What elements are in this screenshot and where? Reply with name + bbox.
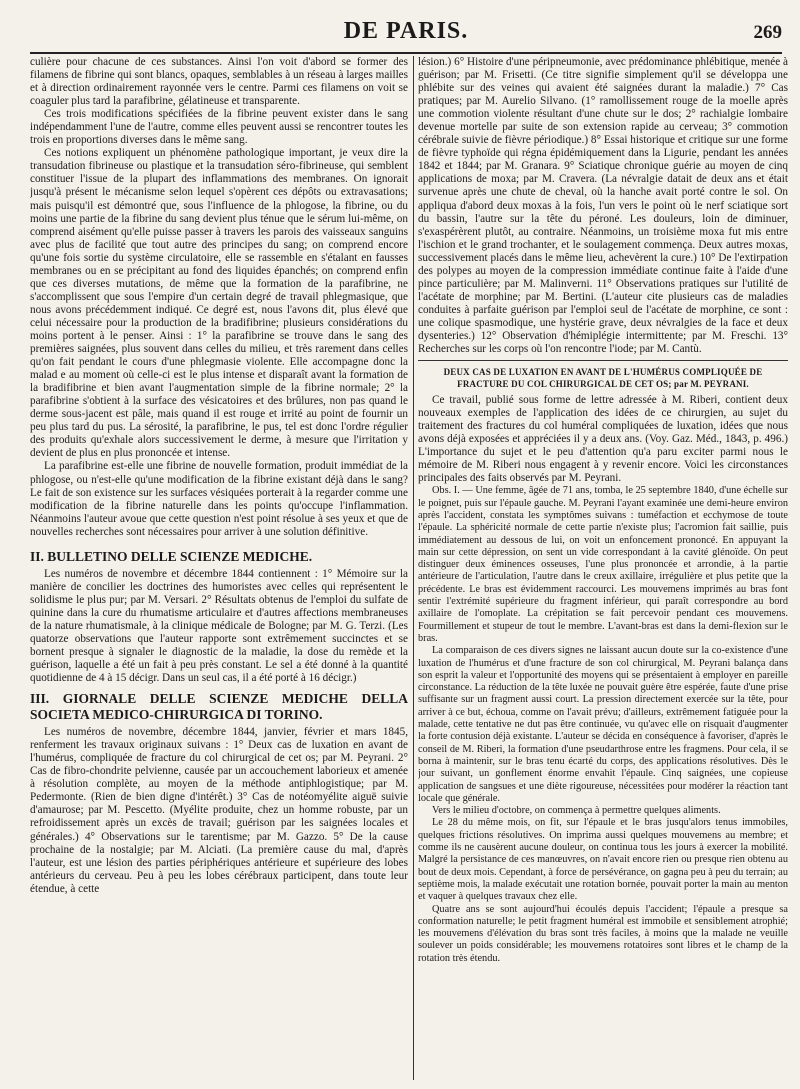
paragraph: Le 28 du même mois, on fit, sur l'épaule et le bras jusqu'alors tenus immobiles, quelques frictions résolutives. On imprima aussi quelques mouvemens au membre; et comme ils ne causèrent aucune douleur, on continua tous les jours à exercer la mobilité. Malgré la persistance de ces manœuvres, on n'avait encore rien ou presque rien obtenu au bout de deux mois. Cependant, à force de persévérance, on gagna peu à peu du terrain; au septième mois, la malade exécutait une rotation bornée, pouvait porter la main au menton et vaquer à quelques travaux chez elle. xyxy=(418,817,788,903)
section-heading: II. BULLETINO DELLE SCIENZE MEDICHE. xyxy=(30,548,313,564)
left-column xyxy=(30,56,408,1080)
paragraph: Vers le milieu d'octobre, on commença à permettre quelques aliments. xyxy=(432,805,721,817)
right-column xyxy=(418,56,788,1080)
paragraph: Quatre ans se sont aujourd'hui écoulés depuis l'accident; l'épaule a presque sa conformation naturelle; le petit fragment huméral est immobile et sensiblement atrophié; les mouvemens d'élévation du bras sont très faciles, à moins que la malade ne veuille soulever un poids considérable; les mouvemens rotatoires sont libres et le champ de la rotation très étendu. xyxy=(418,903,788,964)
paragraph: Obs. I. — Une femme, âgée de 71 ans, tomba, le 25 septembre 1840, d'une échelle sur le poignet, puis sur l'épaule gauche. M. Peyrani l'ayant examinée une demi-heure environ après l'accident, constata les symptômes suivans : tuméfaction et ecchymose de toute l'épaule. La sphéricité normale de cette partie n'existe plus; l'acromion fait saillie, puis immédiatement au dessous de lui, on voit un enfoncement prononcé. En appuyant la main sur cette dépression, on sent un vide correspondant à la cavité glénoïde. On peut distinguer deux éminences osseuses, l'une plus prononcée et arrondie, à la partie antérieure de l'articulation, l'autre dans le creux axillaire, irrégulière et plus petite que la précédente. Le bras est évidemment raccourci. Les mouvemens imprimés au bras font sentir l'extrémité supérieure du fragment inférieur, qui paraît correspondre au bord axillaire de l'omoplate. La crépitation se fait percevoir pendant ces mouvemens. Fourmillement et stupeur de tout le membre. L'avant-bras est dans la demi-flexion sur le bras. xyxy=(418,485,788,644)
header-rule xyxy=(30,52,782,54)
section-heading: III. GIORNALE DELLE SCIENZE MEDICHE DELLA SOCIETA MEDICO-CHIRURGICA DI TORINO. xyxy=(30,691,408,723)
paragraph: Ce travail, publié sous forme de lettre adressée à M. Riberi, contient deux nouveaux exemples de l'application des idées de ce chirurgien, au sujet du traitement des fractures du col huméral compliquées de luxation, idées que nous avons déjà exposées et appréciées il y a deux ans. (Voy. Gaz. Méd., 1843, p. 496.) L'importance du sujet et le peu d'attention qu'a paru exciter parmi nous le mémoire de M. Riberi nous engagent à y revenir encore. Voici les circonstances principales des faits observés par M. Peyrani. xyxy=(418,394,788,485)
section-rule xyxy=(418,360,788,361)
paragraph: culière pour chacune de ces substances. Ainsi l'on voit d'abord se former des filamens de fibrine qui sont blancs, opaques, semblables à un réseau à larges mailles et à direction ordinairement rayonnée vers le centre. Parmi ces filamens on voit se coaguler plus tard la parafibrine, gélatineuse et transparente. xyxy=(30,56,408,108)
paragraph: Ces notions expliquent un phénomène pathologique important, je veux dire la transudation fibrineuse ou plastique et la transudation séro-fibrineuse, qui semblent constituer l'issue de la plupart des inflammations des membranes. On ignorait jusqu'à présent le mécanisme selon lequel s'opèrent ces dépôts ou extravasations; mais puisqu'il est démontré que, sous l'influence de la phlogose, la fibrine, ou du moins une partie de la fibrine du sang devient plus ténue que le sérum lui-même, on comprend aisément qu'elle puisse passer à travers les parois des vaisseaux sanguins avec plus de facilité que tout autre des principes du sang; on comprend encore qu'une fois sortie du système circulatoire, elle se rassemble en s'étalant en fausses membranes ou en se précipitant au fond des liquides épanchés; on comprend enfin que ces diverses mutations, de même que la formation de la parafibrine, ne s'accomplissent que sous l'empire d'un certain degré de travail phlegmasique, que nous avons précédemment indiqué. Ce degré est, nous l'avons dit, plus élevé que celui nécessaire pour la production de la bradifibrine; plusieurs considérations du moins portent à le penser. Ainsi : 1° la parafibrine se trouve dans le sang des premières saignées, plus souvent dans celles du milieu, et très rarement dans celles qu'on fait pendant le cours d'une phlegmasie violente. Elle accompagne donc la malad e au moment où celle-ci est le plus intense et disparaît avant la formation de la bradifibrine et bien avant l'augmentation simple de la fibrine normale; 2° la parafibrine s'obtient à la surface des vésicatoires et des brûlures, non pas quand le derme sous-jacent est pâle, mais quand il est rouge et irrité au point de fournir un peu plus tard du pus. La sérosité, la parafibrine, le pus, tel est donc l'ordre régulier des produits qu'exhale alors successivement le derme, à mesure que l'irritation y devient de plus en plus prononcée et intense. xyxy=(30,147,408,460)
paragraph: La comparaison de ces divers signes ne laissant aucun doute sur la co-existence d'une luxation de l'humérus et d'une fracture de son col chirurgical, M. Peyrani balança dans son esprit la valeur et l'opportunité des moyens qui se présentaient à employer en pareille circonstance. La réduction de la tête luxée ne pouvait guère être espérée, faute d'une prise suffisante sur un fragment aussi court. La pression directement exercée sur la tête, pour arriver à ce but, échoua, comme on l'avait prévu; d'ailleurs, extrêmement fatiguée pour la malade, cette tentative ne dut pas être continuée, vu qu'avec elle on risquait d'augmenter la forte contusion déjà existante. L'auteur se décida en conséquence à favoriser, d'après le conseil de M. Riberi, la formation d'une pseudarthrose entre les fragmens. Pour cela, il se borna à maintenir, sur le bras tenu écarté du corps, des applications résolutives. Dès le jour suivant, un gonflement énorme envahit l'épaule. Cinq saignées, une copieuse application de sangsues et une diète rigoureuse, nécessitées pour modérer la réaction tant locale que générale. xyxy=(418,645,788,804)
paragraph: Les numéros de novembre, décembre 1844, janvier, février et mars 1845, renferment les travaux originaux suivans : 1° Deux cas de luxation en avant de l'humérus, compliquée de fracture du col chirurgical de cet os; par M. Peyrani. 2° Cas de fibro-chondrite pelvienne, causée par un accouchement laborieux et amenée à résolution complète, au moyen de la méthode antiphlogistique; par M. Pedermonte. (Rien de bien digne d'intérêt.) 3° Cas de notéomyélite aiguë suivie d'amaurose; par M. Pescetto. (Myélite produite, chez un homme robuste, par un refroidissement après un excès de travail; guérison par les saignées locales et générales.) 4° Observations sur le tarentisme; par M. Gazzo. 5° De la cause prochaine de la nostalgie; par M. Alciati. (La première cause du mal, d'après l'auteur, est une lésion des parties périphériques antérieure et supérieure des lobes antérieurs du cerveau. Peu à peu les lobes cérébraux participent, dans toute leur étendue, à cette xyxy=(30,726,408,895)
running-title: DE PARIS. xyxy=(343,18,469,44)
paragraph: Les numéros de novembre et décembre 1844 contiennent : 1° Mémoire sur la manière de concilier les doctrines des humoristes avec celles qui représentent le solidisme le plus pur; par M. Versari. 2° Résultats obtenus de l'emploi du sulfate de quinine dans la cure du rhumatisme articulaire et d'autres affections membraneuses de la nature rhumatismale, à la clinique médicale de Bologne; par M. G. Terzi. (Les quatorze observations que l'auteur rapporte sont extrêmement succinctes et se bornent presque à signaler le diagnostic de la maladie, la dose du remède et la guérison, laquelle a été un fait à peu près constant. Le sel a été donné à la quantité quotidienne de 4 à 15 décigr. Dans un seul cas, il a été porté à 16 décigr.) xyxy=(30,567,408,685)
column-divider xyxy=(413,56,414,1080)
article-title: DEUX CAS DE LUXATION EN AVANT DE L'HUMÉRUS COMPLIQUÉE DE FRACTURE DU COL CHIRURGICAL DE CET OS; par M. PEYRANI. xyxy=(443,367,763,389)
page-header xyxy=(30,6,782,46)
page-number: 269 xyxy=(753,22,782,43)
paragraph: lésion.) 6° Histoire d'une péripneumonie, avec prédominance phlébitique, menée à guérison; par M. Frisetti. (Ce titre signifie simplement qu'il se développa une phlébite sur des veines qui avaient été saignées durant la maladie.) 7° Cas pratiques; par M. Aurelio Silvano. (1° ramollissement rouge de la moelle après une commotion violente résultant d'une chute sur le dos; 2° rachialgie lombaire devenue mortelle par suite de son extension rapide au cerveau; 3° commotion cérébrale suivie de fièvre périodique.) 8° Essai historique et critique sur une forme de fièvre typhoïde qui régna épidémiquement dans la Ligurie, pendant les années 1842 et 1844; par M. Granara. 9° Sciatique chronique guérie au moyen de cinq applications de moxa; par M. Cravera. (La névralgie datait de deux ans et était survenue après une chute de cheval, où la hanche avait porté contre le sol. On appliqua d'abord deux moxas à la fois, l'un vers le point où le nerf sciatique sort du bassin, l'autre sur la tête du péroné. Les douleurs, loin de diminuer, s'exaspérèrent plutôt, au contraire. Néanmoins, un troisième moxa fut mis entre l'ischion et le grand trochanter, et le soulagement commença. Deux autres moxas, successivement placés dans le même lieu, achevèrent la cure.) 10° De l'extirpation des polypes au moyen de la compression immédiate continue faite à l'aide d'une pince particulière; par M. Malinverni. 11° Observations pratiques sur l'utilité de l'acétate de morphine; par M. Bertini. (L'auteur cite plusieurs cas de maladies conduites à parfaite guérison par l'emploi seul de l'acétate de morphine, ce sont : une colique spasmodique, une hystérie grave, deux névralgies de la face et deux dysenteries.) 12° Observation d'hémiplégie intermittente; par M. Freschi. 13° Recherches sur les corps où l'on rencontre l'iode; par M. Cantù. xyxy=(418,56,788,356)
paragraph: Ces trois modifications spécifiées de la fibrine peuvent exister dans le sang indépendamment l'une de l'autre, comme elles peuvent aussi se rencontrer toutes les trois en proportions diverses dans le même sang. xyxy=(30,108,408,147)
spacer xyxy=(30,539,408,543)
paragraph: La parafibrine est-elle une fibrine de nouvelle formation, produit immédiat de la phlogose, ou n'est-elle qu'une modification de la fibrine existant déjà dans le sang? Le fait de son existence sur les surfaces vésiquées porterait à la regarder comme une modification de la fibrine naturelle dans les points qu'occupe l'inflammation. Néanmoins l'auteur avoue que cette question n'est point résolue à ses yeux et que de nouvelles recherches sont nécessaires pour arriver à une solution définitive. xyxy=(30,460,408,538)
